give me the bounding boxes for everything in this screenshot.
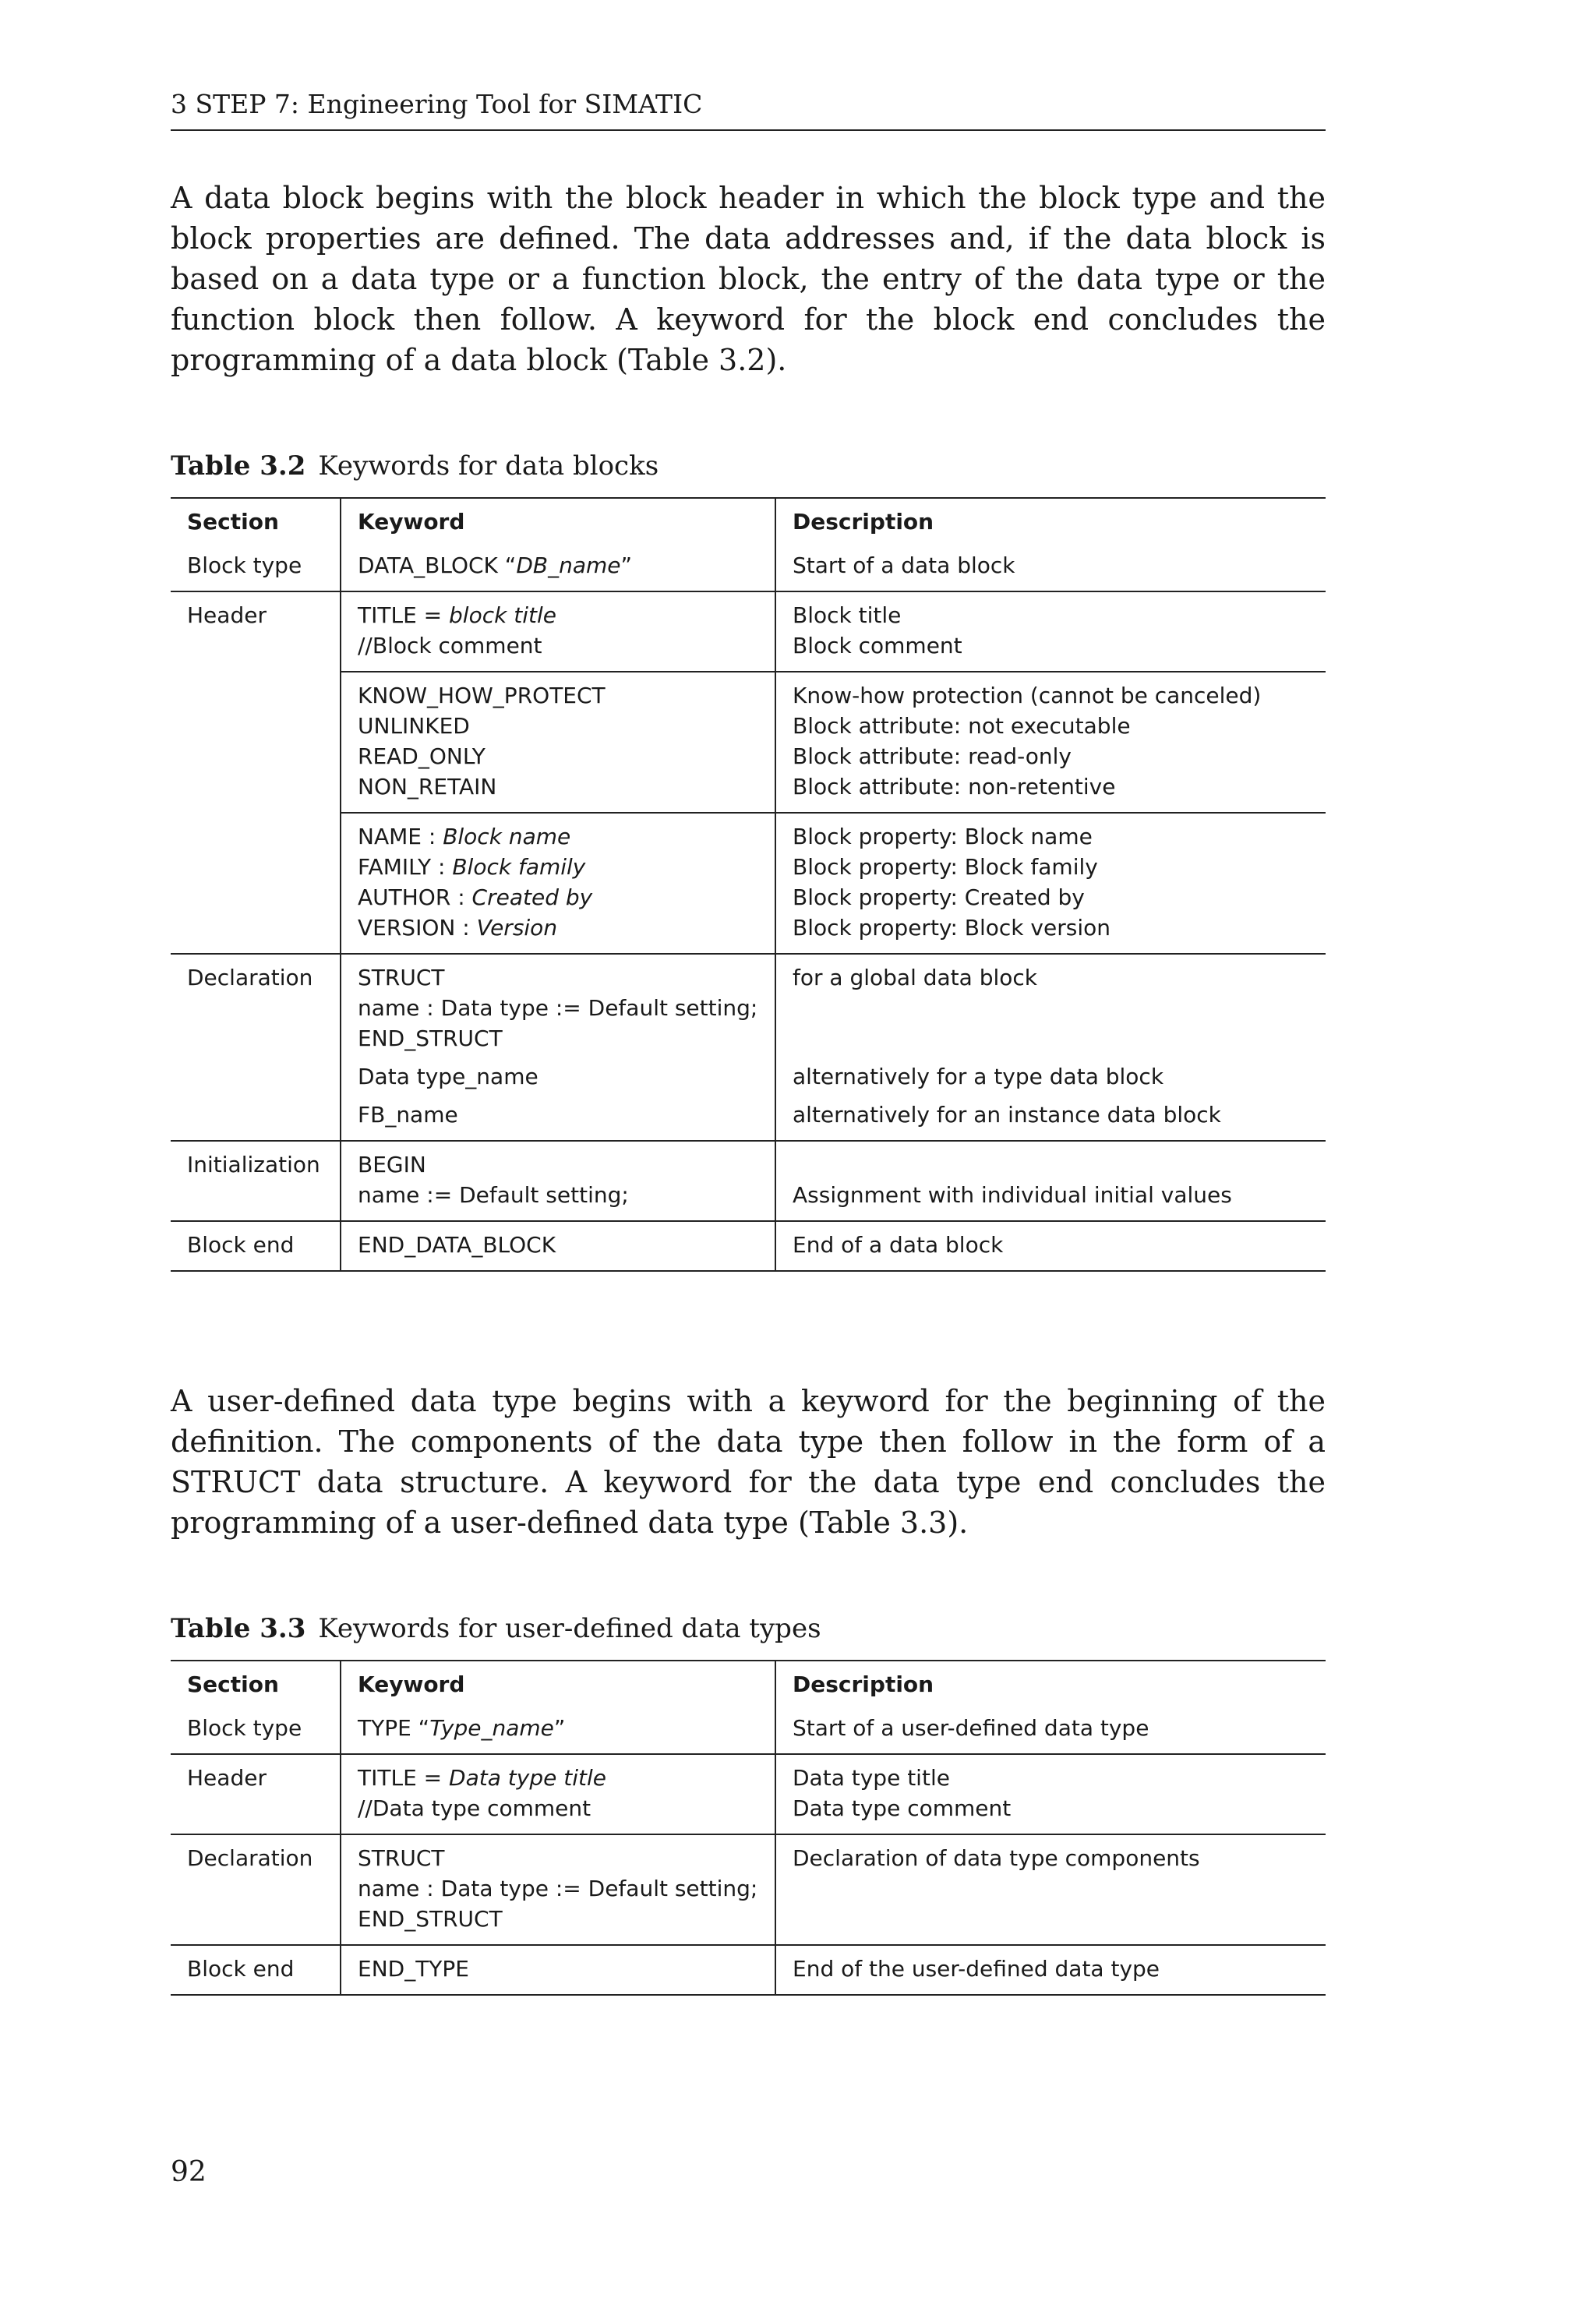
- table-row: [171, 1834, 1326, 1945]
- description-cell: Declaration of data type components: [775, 1834, 1326, 1945]
- description-cell: Data type title Data type comment: [775, 1754, 1326, 1834]
- table-3-2: [171, 497, 1326, 1272]
- description-cell: Assignment with individual initial values: [775, 1141, 1326, 1221]
- table-3-3: [171, 1660, 1326, 1996]
- keyword-cell: END_DATA_BLOCK: [341, 1221, 775, 1271]
- table-header-row: [171, 498, 1326, 547]
- section-cell: Declaration: [171, 954, 341, 1058]
- table-row: [171, 547, 1326, 591]
- table-row: [171, 1141, 1326, 1221]
- keyword-cell: TITLE = Data type title //Data type comment: [341, 1754, 775, 1834]
- header-section: Section: [171, 1661, 341, 1710]
- header-keyword: Keyword: [341, 498, 775, 547]
- description-cell: Start of a user-defined data type: [793, 1715, 1149, 1741]
- section-cell: [171, 1058, 341, 1096]
- table-caption-text: Keywords for data blocks: [318, 450, 659, 482]
- header-description: Description: [793, 509, 934, 535]
- table-row: [171, 1058, 1326, 1096]
- section-cell: [171, 813, 341, 954]
- description-cell: for a global data block: [775, 954, 1326, 1058]
- table-row: [171, 954, 1326, 1058]
- keyword-cell: Data type_name: [341, 1058, 775, 1096]
- keyword-cell: STRUCT name : Data type := Default setting; END_STRUCT: [341, 954, 775, 1058]
- section-cell: Declaration: [171, 1834, 341, 1945]
- section-cell: [171, 672, 341, 813]
- description-cell: End of the user-defined data type: [775, 1945, 1326, 1995]
- section-cell: Block end: [171, 1945, 341, 1995]
- section-cell: Header: [171, 591, 341, 672]
- header-section: Section: [171, 498, 341, 547]
- description-cell: alternatively for an instance data block: [793, 1102, 1221, 1128]
- table-caption-text: Keywords for user-defined data types: [318, 1613, 821, 1644]
- table-row: [171, 672, 1326, 813]
- table-row: [171, 1096, 1326, 1141]
- page-number: 92: [171, 2156, 207, 2188]
- description-cell: alternatively for a type data block: [793, 1064, 1164, 1089]
- keyword-cell: STRUCT name : Data type := Default setting; END_STRUCT: [341, 1834, 775, 1945]
- section-cell: Block end: [171, 1221, 341, 1271]
- table-3-2-caption: [171, 449, 659, 483]
- table-row: [171, 813, 1326, 954]
- keyword-cell: NAME : Block name FAMILY : Block family AUTHOR : Created by VERSION : Version: [341, 813, 775, 954]
- table-caption-number: Table 3.3: [171, 1613, 306, 1644]
- keyword-cell: BEGIN name := Default setting;: [341, 1141, 775, 1221]
- body-paragraph-1: A data block begins with the block header in which the block type and the block properties are defined. The data addresses and, if the data block is based on a data type or a function block, the entry of the data type or the function block then follow. A keyword for the block end concludes the programming of a data block (Table 3.2).: [171, 181, 1326, 377]
- description-cell: Block title Block comment: [775, 591, 1326, 672]
- description-cell: Block property: Block name Block property: Block family Block property: Created by Block property: Block version: [775, 813, 1326, 954]
- section-cell: Initialization: [171, 1141, 341, 1221]
- description-cell: End of a data block: [775, 1221, 1326, 1271]
- table-header-row: [171, 1661, 1326, 1710]
- running-head: 3 STEP 7: Engineering Tool for SIMATIC: [171, 87, 1326, 131]
- description-cell: Know-how protection (cannot be canceled) Block attribute: not executable Block attribute: read-only Block attribute: non-retentive: [775, 672, 1326, 813]
- section-cell: Block type: [171, 547, 341, 591]
- keyword-cell: TYPE “Type_name”: [341, 1710, 775, 1754]
- header-keyword: Keyword: [341, 1661, 775, 1710]
- table-caption-number: Table 3.2: [171, 450, 306, 482]
- header-description: Description: [793, 1671, 934, 1697]
- keyword-cell: FB_name: [341, 1096, 775, 1141]
- table-3-3-caption: [171, 1611, 821, 1646]
- table-row: [171, 1221, 1326, 1271]
- table-row: [171, 591, 1326, 672]
- table-row: [171, 1945, 1326, 1995]
- keyword-cell: KNOW_HOW_PROTECT UNLINKED READ_ONLY NON_RETAIN: [341, 672, 775, 813]
- keyword-cell: TITLE = block title //Block comment: [341, 591, 775, 672]
- keyword-cell: END_TYPE: [341, 1945, 775, 1995]
- table-row: [171, 1710, 1326, 1754]
- table-row: [171, 1754, 1326, 1834]
- description-cell: Start of a data block: [793, 552, 1015, 578]
- body-paragraph-2: A user-defined data type begins with a keyword for the beginning of the definition. The components of the data type then follow in the form of a STRUCT data structure. A keyword for the data type end concludes the programming of a user-defined data type (Table 3.3).: [171, 1384, 1326, 1540]
- section-cell: Header: [171, 1754, 341, 1834]
- keyword-cell: DATA_BLOCK “DB_name”: [341, 547, 775, 591]
- section-cell: [171, 1096, 341, 1141]
- section-cell: Block type: [171, 1710, 341, 1754]
